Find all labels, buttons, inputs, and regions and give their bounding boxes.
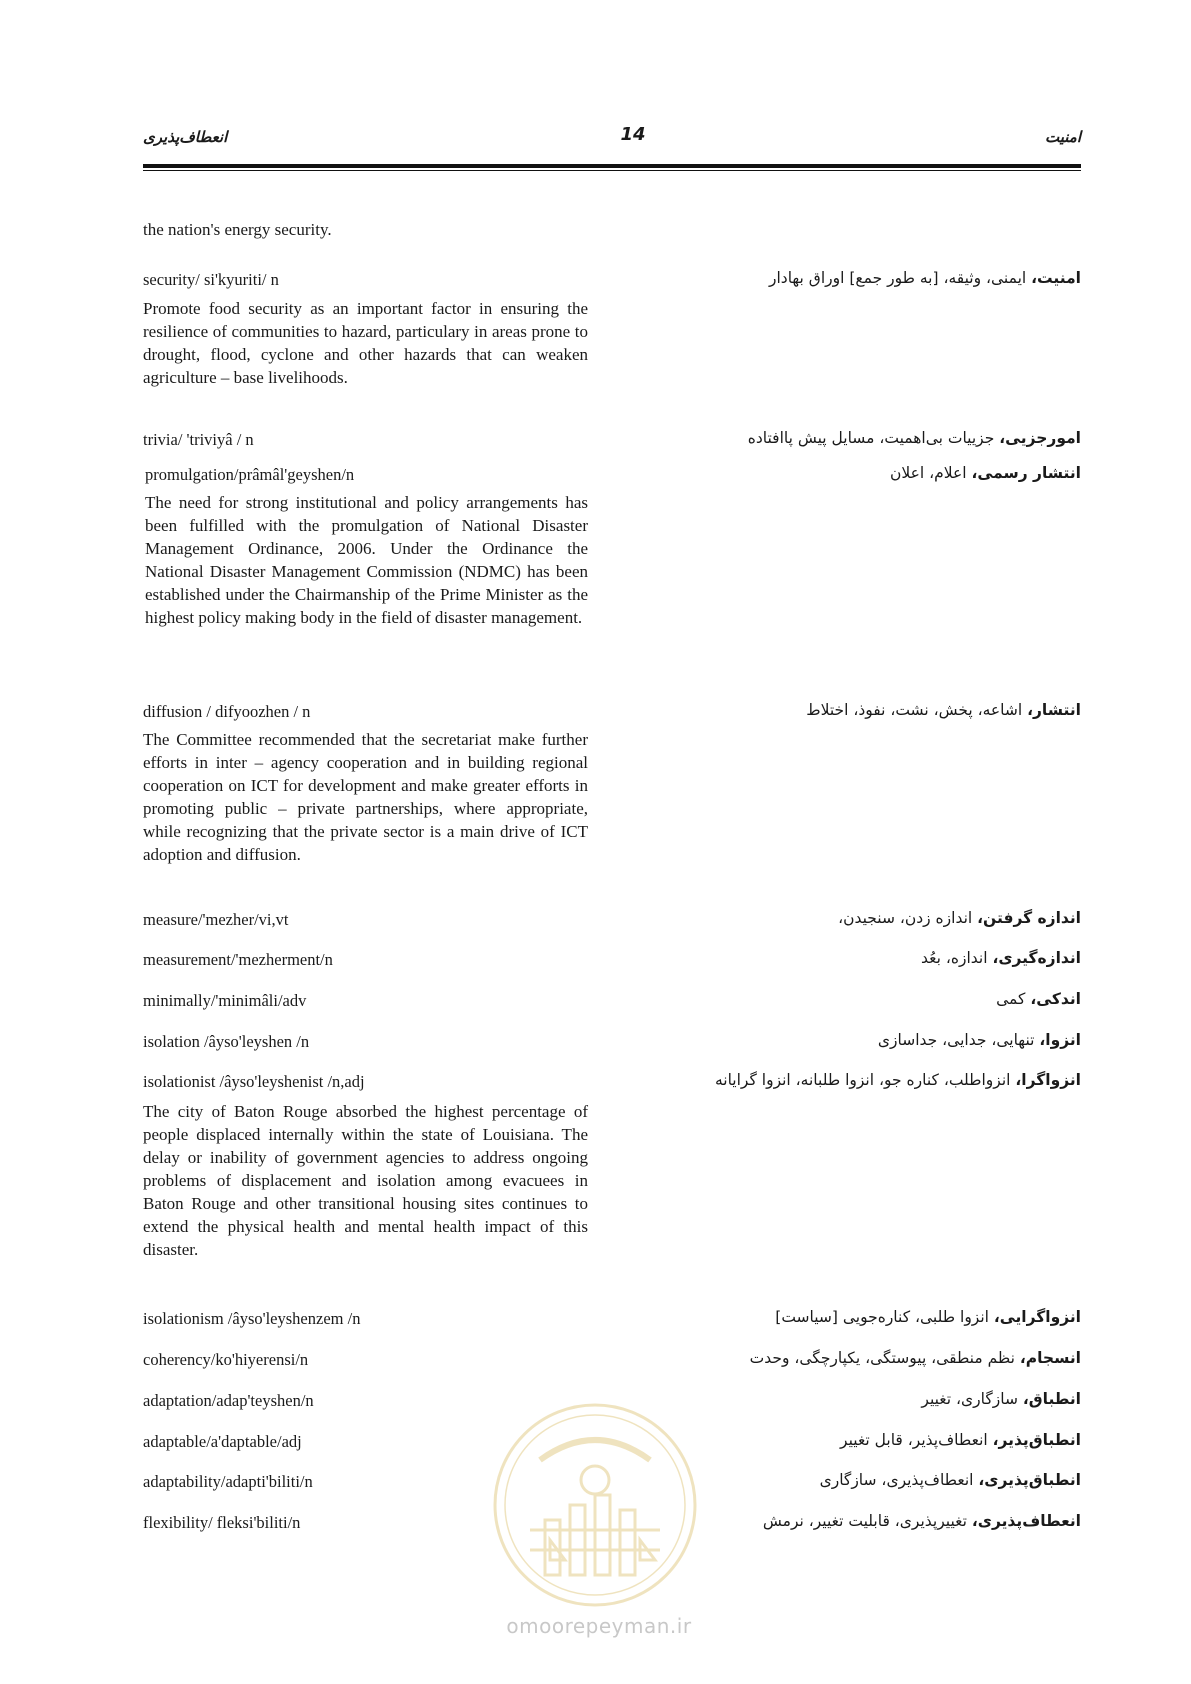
entry-term-en: diffusion / difyoozhen / n xyxy=(143,702,311,721)
entry-term-en: promulgation/prâmâl'geyshen/n xyxy=(145,465,355,484)
entry-term-fa: انسجام، نظم منطقی، پیوستگی، یکپارچگی، وحدت xyxy=(749,1349,1081,1367)
entry-term-fa: انتشار رسمی، اعلام، اعلان xyxy=(890,464,1081,482)
header-rule-thin xyxy=(143,170,1081,171)
entry-term-fa: انطباق‌پذیری، انعطاف‌پذیری، سازگاری xyxy=(819,1471,1081,1489)
entry-term-en: adaptation/adap'teyshen/n xyxy=(143,1391,314,1410)
entry-term-en: coherency/ko'hiyerensi/n xyxy=(143,1350,309,1369)
header-rule-thick xyxy=(143,164,1081,168)
entry-term-fa: انعطاف‌پذیری، تغییرپذیری، قابلیت تغییر، نرمش xyxy=(762,1512,1081,1530)
entry-term-fa: اندکی، کمی xyxy=(996,990,1081,1008)
entry-term-fa: امورجزیی، جزییات بی‌اهمیت، مسایل پیش پاافتاده xyxy=(747,429,1081,447)
entry-term-en: measure/'mezher/vi,vt xyxy=(143,910,289,929)
page-number: 14 xyxy=(620,124,646,145)
watermark-site: omoorepeyman.ir xyxy=(506,1614,692,1638)
entry-term-en: minimally/'minimâli/adv xyxy=(143,991,307,1010)
entry-term-en: adaptability/adapti'biliti/n xyxy=(143,1472,313,1491)
watermark-logo xyxy=(490,1400,700,1610)
entry-term-fa: انطباق، سازگاری، تغییر xyxy=(921,1390,1081,1408)
entry-term-fa: انزواگرا، انزواطلب، کناره جو، انزوا طلبانه، انزوا گرایانه xyxy=(714,1071,1081,1089)
entry-term-fa: اندازه گرفتن، اندازه زدن، سنجیدن، xyxy=(838,909,1081,927)
entry-term-fa: انزوا، تنهایی، جدایی، جداسازی xyxy=(877,1031,1081,1049)
entry-term-en: trivia/ 'triviyâ / n xyxy=(143,430,254,449)
entry-term-fa: انطباق‌پذیر، انعطاف‌پذیر، قابل تغییر xyxy=(840,1431,1081,1449)
entry-example: The city of Baton Rouge absorbed the highest percentage of people displaced internally within the state of Louisiana. The delay or inability of government agencies to address ongoing problems of displacement and isolation among evacuees in Baton Rouge and other transitional housing sites continues to extend the physical health and mental health impact of this disaster. xyxy=(143,1102,588,1259)
entry-term-en: isolationist /âyso'leyshenist /n,adj xyxy=(143,1072,365,1091)
entry-term-en: adaptable/a'daptable/adj xyxy=(143,1432,302,1451)
header-left-title: انعطاف‌پذیری xyxy=(143,128,228,146)
entry-term-en: isolation /âyso'leyshen /n xyxy=(143,1032,310,1051)
entry-term-fa: انتشار، اشاعه، پخش، نشت، نفوذ، اختلاط xyxy=(806,701,1081,719)
entry-example: The Committee recommended that the secretariat make further efforts in inter – agency cooperation and in building regional cooperation on ICT for development and make greater efforts in promoting public – private partnerships, where appropriate, while recognizing that the private sector is a main drive of ICT adoption and diffusion. xyxy=(143,730,588,864)
entry-term-fa: انزواگرایی، انزوا طلبی، کناره‌جویی [سیاست] xyxy=(775,1308,1081,1326)
intro-line: the nation's energy security. xyxy=(143,220,332,239)
entry-term-en: isolationism /âyso'leyshenzem /n xyxy=(143,1309,361,1328)
page-header xyxy=(143,124,1081,154)
entry-example: The need for strong institutional and policy arrangements has been fulfilled with the promulgation of National Disaster Management Ordinance, 2006. Under the Ordinance the National Disaster Management Commission (NDMC) has been established under the Chairmanship of the Prime Minister as the highest policy making body in the field of disaster management. xyxy=(145,493,588,627)
header-right-title: امنیت xyxy=(1045,128,1081,146)
entry-example: Promote food security as an important factor in ensuring the resilience of communities to hazard, particulary in areas prone to drought, flood, cyclone and other hazards that can weaken agriculture – base livelihoods. xyxy=(143,299,588,387)
entry-term-fa: اندازه‌گیری، اندازه، بعُد xyxy=(920,949,1081,967)
entry-term-en: measurement/'mezherment/n xyxy=(143,950,333,969)
entry-term-en: security/ si'kyuriti/ n xyxy=(143,270,279,289)
entry-term-fa: امنیت، ایمنی، وثیقه، [به طور جمع] اوراق بهادار xyxy=(769,269,1081,287)
entry-term-en: flexibility/ fleksi'biliti/n xyxy=(143,1513,301,1532)
